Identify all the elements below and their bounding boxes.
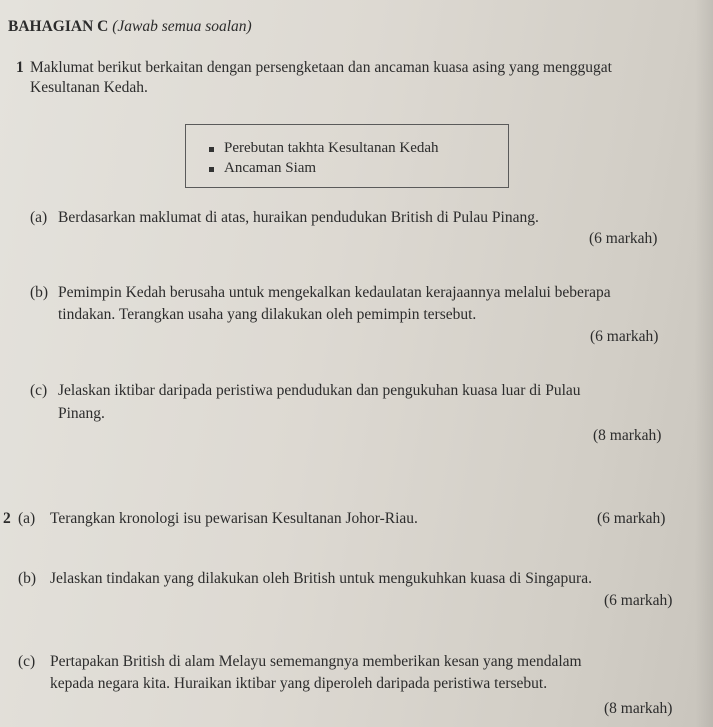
q1c-label: (c) <box>30 382 48 399</box>
q2c-text-line-1: Pertapakan British di alam Melayu sememangnya memberikan kesan yang mendalam <box>50 653 582 670</box>
q1b-label: (b) <box>30 284 49 301</box>
q2c-label: (c) <box>18 653 36 670</box>
section-instruction: (Jawab semua soalan) <box>112 18 252 35</box>
q1b-text-line-1: Pemimpin Kedah berusaha untuk mengekalkan kedaulatan kerajaannya melalui beberapa <box>58 284 611 301</box>
question-1-stem-line-1: Maklumat berikut berkaitan dengan persengketaan dan ancaman kuasa asing yang menggugat <box>30 59 612 76</box>
q1c-text-line-2: Pinang. <box>58 405 105 422</box>
q1c-marks: (8 markah) <box>593 427 662 444</box>
q1c-text-line-1: Jelaskan iktibar daripada peristiwa pendudukan dan pengukuhan kuasa luar di Pulau <box>58 382 581 399</box>
q2c-marks: (8 markah) <box>604 700 673 717</box>
q2a-marks: (6 markah) <box>597 510 666 527</box>
q2c-text-line-2: kepada negara kita. Huraikan iktibar yang diperoleh daripada peristiwa tersebut. <box>50 675 548 692</box>
paper-edge-shadow <box>695 0 713 727</box>
q2b-marks: (6 markah) <box>604 592 673 609</box>
q2b-label: (b) <box>18 570 37 587</box>
q1b-marks: (6 markah) <box>590 328 659 345</box>
section-heading <box>8 18 252 36</box>
q2a-label: (a) <box>18 510 36 527</box>
section-title: BAHAGIAN C <box>8 18 109 35</box>
q2a-text: Terangkan kronologi isu pewarisan Kesultanan Johor-Riau. <box>50 510 418 527</box>
info-bullet-2: Ancaman Siam <box>224 160 317 176</box>
q1a-text: Berdasarkan maklumat di atas, huraikan pendudukan British di Pulau Pinang. <box>58 209 539 226</box>
q1b-text-line-2: tindakan. Terangkan usaha yang dilakukan oleh pemimpin tersebut. <box>58 306 477 323</box>
q1a-marks: (6 markah) <box>589 230 658 247</box>
q1a-label: (a) <box>30 209 48 226</box>
question-1-number: 1 <box>16 59 24 76</box>
q2b-text: Jelaskan tindakan yang dilakukan oleh British untuk mengukuhkan kuasa di Singapura. <box>50 570 592 587</box>
info-bullet-1: Perebutan takhta Kesultanan Kedah <box>224 140 439 156</box>
question-1-stem-line-2: Kesultanan Kedah. <box>30 79 148 96</box>
question-2-number: 2 <box>3 510 11 527</box>
info-box <box>185 124 509 188</box>
